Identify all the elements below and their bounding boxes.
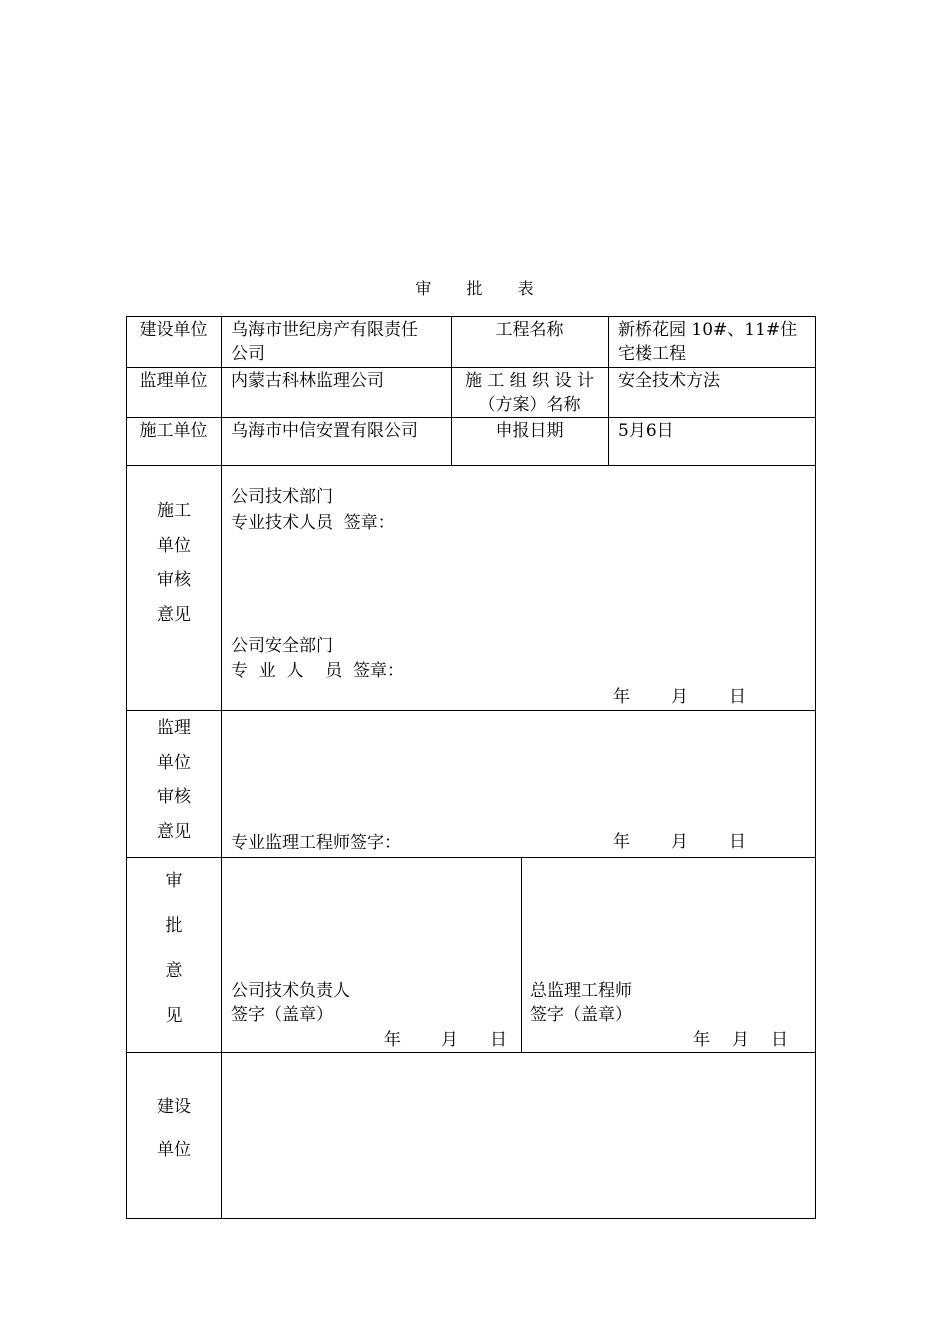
tech-staff-signature: 专业技术人员 签章： [231, 513, 395, 533]
form-title [0, 276, 950, 299]
contractor-date-month: 月 [671, 687, 688, 707]
tech-dept-text: 公司技术部门 [231, 487, 333, 507]
tech-director-date-day: 日 [490, 1030, 507, 1050]
plan-name-value: 安全技术方法 [618, 371, 720, 391]
row-divider [126, 1052, 816, 1053]
table-border-top [126, 316, 816, 317]
title-char: 批 [466, 279, 484, 298]
label-part: 施工 [157, 501, 191, 521]
contractor-unit-label: 施工单位 [139, 421, 208, 441]
supervision-unit-value: 内蒙古科林监理公司 [231, 371, 384, 391]
column-divider [221, 316, 222, 1219]
label-part: 单位 [157, 535, 191, 556]
chief-supervisor-date-month: 月 [732, 1030, 749, 1050]
title-char: 审 [415, 279, 433, 298]
label-part: 见 [165, 1006, 183, 1026]
chief-supervisor-date-year: 年 [693, 1030, 710, 1050]
label-part: 单位 [157, 752, 191, 773]
label-part: 意 [165, 961, 183, 981]
table-border-left [126, 316, 127, 1219]
safety-staff-signature: 专 业 人 员 签章： [231, 661, 405, 681]
column-divider [608, 316, 609, 466]
chief-supervisor-signature: 签字（盖章） [530, 1005, 632, 1025]
construction-unit-value-line1: 乌海市世纪房产有限责任 [231, 320, 418, 340]
tech-director-date-year: 年 [384, 1030, 401, 1050]
plan-name-label-line2: （方案）名称 [478, 395, 581, 415]
tech-director-date-month: 月 [441, 1030, 458, 1050]
supervisor-engineer-signature: 专业监理工程师签字： [231, 833, 401, 853]
row-divider [126, 465, 816, 466]
chief-supervisor-title: 总监理工程师 [530, 981, 632, 1001]
contractor-review-label [154, 494, 194, 632]
table-border-bottom [126, 1218, 816, 1219]
chief-supervisor-date-day: 日 [771, 1030, 788, 1050]
row-divider [126, 710, 816, 711]
approval-label [154, 859, 194, 1039]
project-name-label: 工程名称 [495, 320, 564, 340]
project-name-value-line1: 新桥花园 10#、11#住 [618, 320, 798, 340]
table-border-right [815, 316, 816, 1219]
label-part: 审核 [157, 787, 191, 807]
contractor-date-day: 日 [729, 687, 746, 707]
label-part: 建设 [157, 1097, 191, 1117]
report-date-label: 申报日期 [495, 421, 564, 441]
label-part: 审 [165, 871, 183, 891]
supervision-unit-label: 监理单位 [139, 371, 208, 391]
project-name-value-line2: 宅楼工程 [618, 344, 686, 364]
tech-director-title: 公司技术负责人 [231, 981, 350, 1001]
construction-unit-label: 建设单位 [139, 320, 208, 340]
row-divider [126, 857, 816, 858]
label-part: 批 [165, 916, 183, 936]
title-char: 表 [517, 279, 535, 298]
label-part: 意见 [157, 604, 191, 625]
supervisor-date-month: 月 [671, 832, 688, 852]
tech-director-signature: 签字（盖章） [231, 1005, 333, 1025]
label-part: 意见 [157, 821, 191, 842]
label-part: 监理 [157, 718, 191, 738]
report-date-value: 5月6日 [618, 421, 674, 441]
label-part: 审核 [157, 570, 191, 590]
row-divider [126, 417, 816, 418]
supervisor-date-day: 日 [729, 832, 746, 852]
contractor-unit-value: 乌海市中信安置有限公司 [231, 421, 418, 441]
construction-unit-value-line2: 公司 [231, 344, 265, 364]
safety-dept-text: 公司安全部门 [231, 636, 333, 656]
contractor-date-year: 年 [613, 687, 630, 707]
supervisor-date-year: 年 [613, 832, 630, 852]
column-divider [521, 857, 522, 1053]
owner-label [154, 1086, 194, 1172]
row-divider [126, 367, 816, 368]
supervisor-review-label [154, 711, 194, 849]
plan-name-label-line1: 施 工 组 织 设 计 [464, 371, 595, 391]
label-part: 单位 [157, 1140, 191, 1160]
